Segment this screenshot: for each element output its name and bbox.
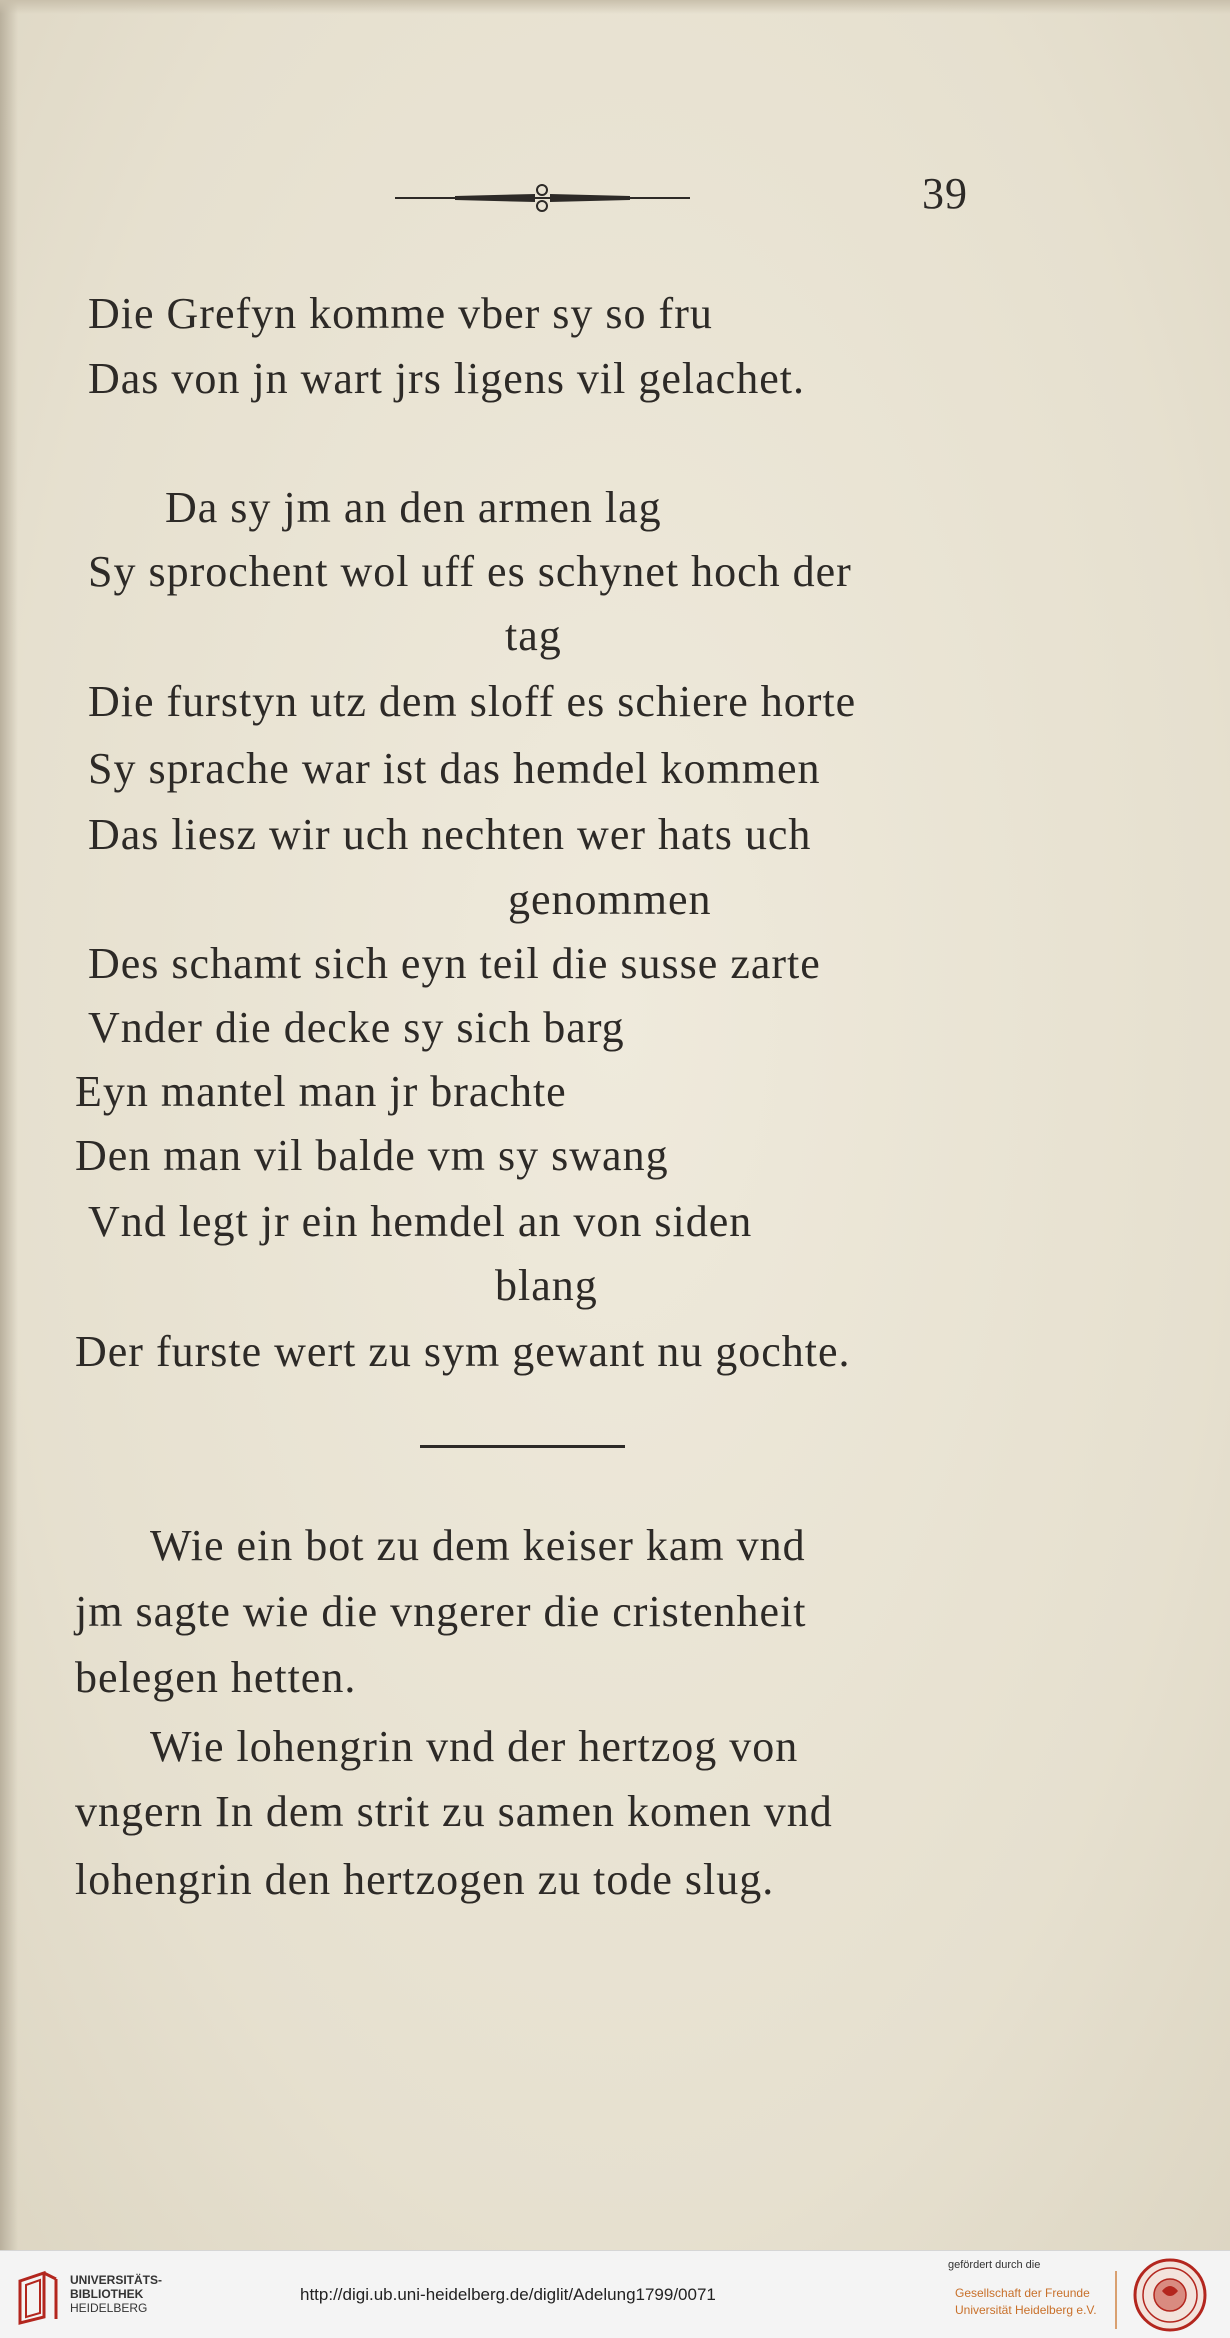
verse-line: Da sy jm an den armen lag [165,483,662,532]
verse-line: Das liesz wir uch nechten wer hats uch [88,810,812,859]
header-ornament-rule [395,178,690,218]
digitization-footer [0,2250,1230,2338]
verse-line: Das von jn wart jrs ligens vil gelachet. [88,354,805,403]
chapter-heading-line: Wie lohengrin vnd der hertzog von [150,1722,799,1771]
library-name-line: HEIDELBERG [70,2301,148,2315]
verse-line-continuation: tag [505,611,562,660]
library-name-line: BIBLIOTHEK [70,2287,144,2301]
page-edge-shadow [0,0,18,2250]
verse-line: Die Grefyn komme vber sy so fru [88,289,713,338]
library-name [70,2273,162,2315]
section-divider [420,1445,625,1448]
sponsor-name-line: Gesellschaft der Freunde [955,2286,1090,2300]
chapter-heading-line: vngern In dem strit zu samen komen vnd [75,1787,833,1836]
verse-line-continuation: blang [495,1261,598,1310]
verse-line: Vnd legt jr ein hemdel an von siden [88,1197,753,1246]
chapter-heading-line: jm sagte wie die vngerer die cristenheit [75,1587,807,1636]
sponsor-name-line: Universität Heidelberg e.V. [955,2303,1097,2317]
funded-by-label: gefördert durch die [948,2259,1041,2271]
verse-line: Sy sprochent wol uff es schynet hoch der [88,547,852,596]
sponsor-name [955,2285,1097,2319]
page-number: 39 [922,169,968,218]
chapter-heading-line: belegen hetten. [75,1653,357,1702]
university-seal-icon [1132,2257,1208,2333]
library-name-line: UNIVERSITÄTS- [70,2273,163,2287]
permalink-url[interactable]: http://digi.ub.uni-heidelberg.de/diglit/Adelung1799/0071 [300,2285,716,2304]
verse-line: Vnder die decke sy sich barg [88,1003,625,1052]
library-logo-icon [14,2269,64,2325]
footer-divider [1115,2271,1117,2329]
page-top-shadow [0,0,1230,14]
verse-line: Die furstyn utz dem sloff es schiere horte [88,677,857,726]
verse-line: Der furste wert zu sym gewant nu gochte. [75,1327,851,1376]
chapter-heading-line: lohengrin den hertzogen zu tode slug. [75,1855,775,1904]
verse-line: Den man vil balde vm sy swang [75,1131,669,1180]
verse-line: Eyn mantel man jr brachte [75,1067,567,1116]
verse-line: Sy sprache war ist das hemdel kommen [88,744,821,793]
verse-line: Des schamt sich eyn teil die susse zarte [88,939,821,988]
verse-line-continuation: genommen [508,875,712,924]
chapter-heading-line: Wie ein bot zu dem keiser kam vnd [150,1521,806,1570]
